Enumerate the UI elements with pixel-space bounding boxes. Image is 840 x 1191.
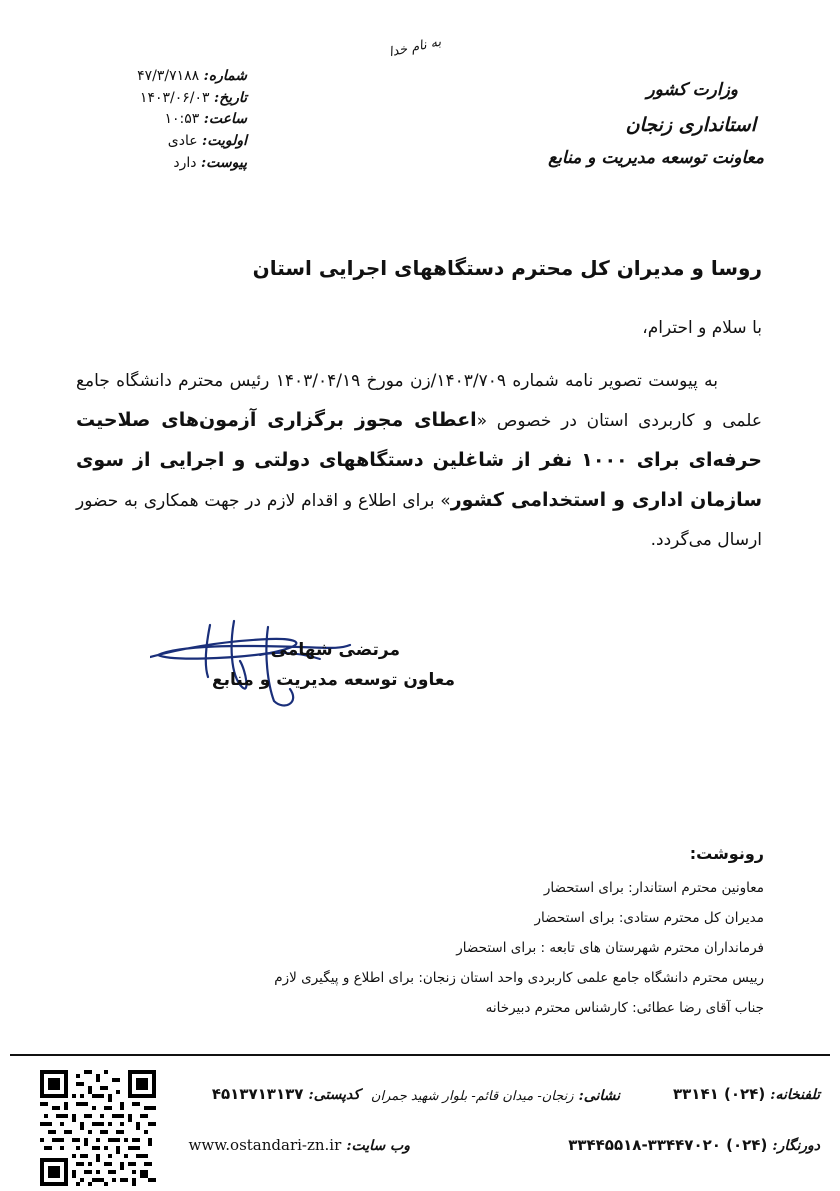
- footer-divider: [10, 1054, 830, 1056]
- footer-phone-label: تلفنخانه:: [770, 1087, 820, 1103]
- letter-meta: [112, 66, 247, 174]
- meta-priority-label: اولویت:: [202, 133, 247, 150]
- meta-attachment-label: پیوست:: [201, 154, 247, 171]
- footer-postal-value: ۴۵۱۳۷۱۳۱۳۷: [211, 1085, 304, 1103]
- cc-item: مدیران کل محترم ستادی: برای استحضار: [534, 910, 764, 926]
- footer-fax: [568, 1135, 820, 1154]
- footer-address-value: زنجان- میدان قائم- بلوار شهید جمران: [370, 1089, 574, 1104]
- meta-date-value: ۱۴۰۳/۰۶/۰۳: [139, 89, 210, 106]
- basmala: به نام خدا: [387, 34, 443, 61]
- meta-date-label: تاریخ:: [213, 89, 247, 106]
- body-text-closing: » برای اطلاع و اقدام لازم در جهت همکاری به حضور ارسال می‌گردد.: [76, 491, 762, 550]
- footer-address-label: نشانی:: [578, 1088, 620, 1104]
- footer-website: [189, 1135, 410, 1154]
- footer-postal: [212, 1084, 360, 1103]
- qr-code-icon: [40, 1070, 156, 1186]
- recipient-line: روسا و مدیران کل محترم دستگاههای اجرایی استان: [252, 256, 762, 280]
- footer-fax-label: دورنگار:: [772, 1138, 820, 1154]
- signatory-title: معاون توسعه مدیریت و منابع: [211, 670, 455, 690]
- meta-priority-value: عادی: [167, 133, 198, 150]
- footer-fax-value: (۰۲۴) ۳۳۴۴۷۰۲۰-۳۳۴۴۵۵۱۸: [568, 1136, 768, 1154]
- signature-block: [150, 615, 470, 715]
- footer-postal-label: کدپستی:: [308, 1087, 360, 1103]
- meta-date: [112, 88, 247, 110]
- meta-priority: [112, 131, 247, 153]
- body-text-intro: به پیوست تصویر نامه شماره ۱۴۰۳/۷۰۹/زن مورخ ۱۴۰۳/۰۴/۱۹ رئیس محترم دانشگاه جامع علمی و کاربردی استان در خصوص «: [76, 371, 762, 431]
- meta-time: [112, 109, 247, 131]
- greeting: با سلام و احترام،: [642, 318, 762, 338]
- footer-website-link[interactable]: www.ostandari-zn.ir: [188, 1136, 342, 1154]
- cc-item: معاونین محترم استاندار: برای استحضار: [543, 880, 764, 896]
- meta-attachment: [112, 153, 247, 175]
- cc-item: رییس محترم دانشگاه جامع علمی کاربردی واحد استان زنجان: برای اطلاع و پیگیری لازم: [274, 970, 764, 986]
- body-text-subject: اعطای مجوز برگزاری آزمون‌های صلاحیت حرفه‌ای برای ۱۰۰۰ نفر از شاغلین دستگاههای دولتی و اجرایی از سوی سازمان اداری و استخدامی کشور: [76, 409, 763, 511]
- ministry-name: وزارت کشور: [646, 80, 738, 100]
- signatory-name: مرتضی شهامی: [270, 640, 400, 660]
- cc-item: فرمانداران محترم شهرستان های تابعه : برای استحضار: [456, 940, 764, 956]
- governorate-name: استانداری زنجان: [625, 114, 756, 136]
- meta-number: [112, 66, 247, 88]
- footer-phone-value: (۰۲۴) ۳۳۱۴۱: [673, 1085, 766, 1103]
- deputy-name: معاونت توسعه مدیریت و منابع: [548, 148, 764, 168]
- letter-body: [76, 362, 762, 560]
- signature-scribble: [150, 615, 470, 715]
- footer-address: [371, 1085, 620, 1104]
- meta-attachment-value: دارد: [173, 154, 197, 171]
- meta-number-value: ۴۷/۳/۷۱۸۸: [137, 68, 200, 84]
- footer-phone: [673, 1084, 820, 1103]
- cc-item: جناب آقای رضا عطائی: کارشناس محترم دبیرخانه: [485, 1000, 764, 1016]
- meta-time-value: ۱۰:۵۳: [164, 111, 200, 128]
- cc-list: [104, 844, 764, 1023]
- cc-title: رونوشت:: [689, 844, 764, 863]
- meta-time-label: ساعت:: [203, 111, 247, 128]
- organization-heading: [524, 80, 764, 168]
- footer-website-label: وب سایت:: [346, 1138, 410, 1154]
- meta-number-label: شماره:: [203, 68, 247, 84]
